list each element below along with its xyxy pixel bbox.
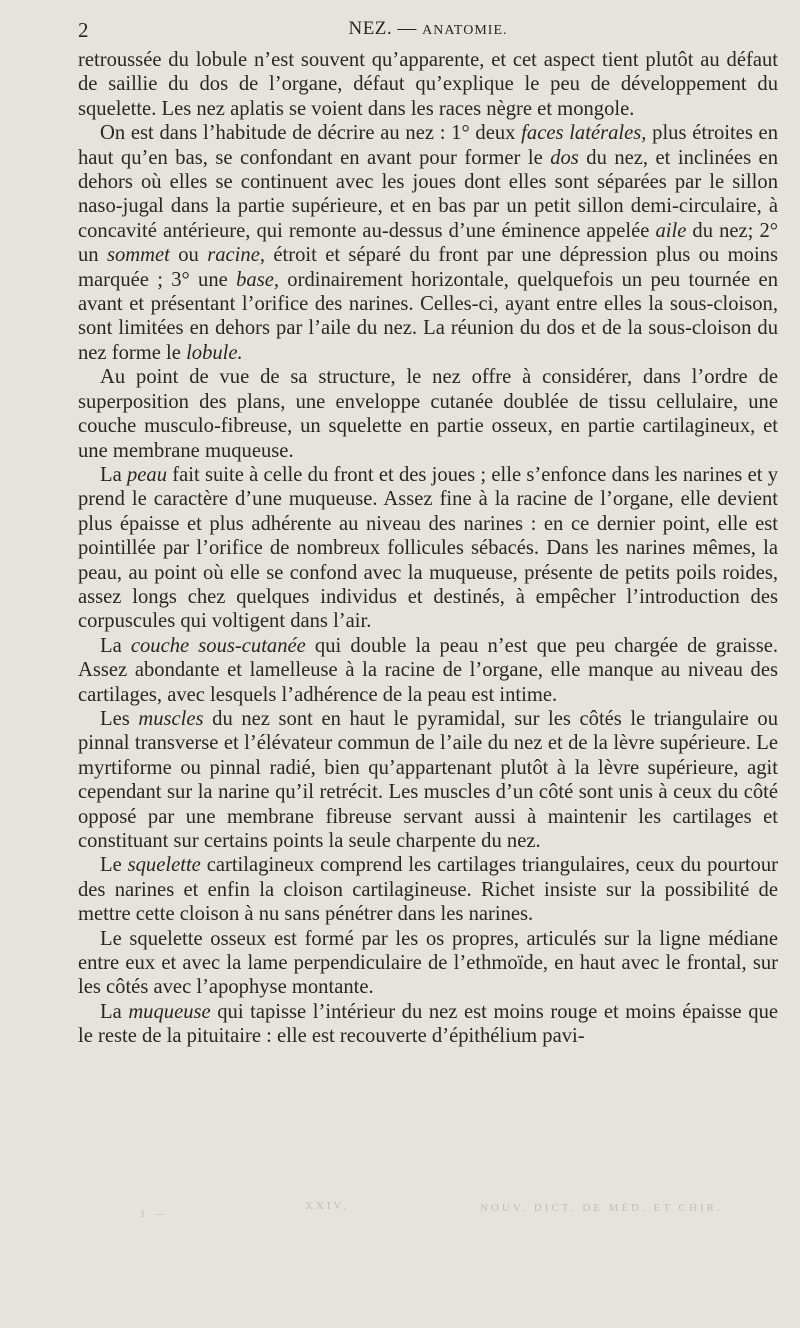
- italic-term: muscles: [138, 707, 204, 730]
- paragraph: [78, 121, 778, 365]
- text-run: Au point de vue de sa structure, le nez offre à considérer, dans l’ordre de superposition des plans, une enveloppe cutanée doublée de tissu cellulaire, une couche musculo-fibreuse, un squelette en partie osseux, en partie cartilagineux, et une membrane muqueuse.: [78, 366, 778, 462]
- text-run: du nez, et inclinées en dehors où elles se continuent avec les joues dont elles sont séparées par le sillon naso-jugal dans la partie supérieure, et en bas par un petit sillon demi-circulaire, à concavité antérieure, qui remonte au-dessus d’une éminence appelée: [78, 146, 778, 242]
- text-run: ordinairement horizontale, quelquefois un peu tournée en avant et présentant l’orifice des narines. Celles-ci, ayant entre elles la sous-cloison, sont limitées en dehors par l’aile du nez. La réunion du dos et de la sous-cloison du nez forme le: [78, 268, 778, 364]
- running-title-section: ANATOMIE.: [422, 23, 508, 38]
- paragraph: [78, 365, 778, 463]
- text-run: La: [100, 634, 131, 657]
- text-run: ou: [169, 244, 208, 267]
- italic-term: peau: [126, 463, 168, 486]
- text-run: On est dans l’habitude de décrire au nez : 1° deux: [100, 122, 522, 145]
- body-text: [78, 48, 778, 1049]
- text-run: fait suite à celle du front et des joues ; elle s’enfonce dans les narines et y prend le caractère d’une muqueuse. Assez fine à la racine de l’organe, elle devient plus épaisse et plus adhérente au niveau des narines : en ce dernier point, elle est pointillée par l’orifice de nombreux follicules sébacés. Dans les narines mêmes, la peau, au point où elle se confond avec la muqueuse, présente de petits poils roides, assez longs chez quelques individus et destinés, à empêcher l’introduction des corpuscules qui voltigent dans l’air.: [78, 463, 778, 633]
- text-run: étroit et séparé du front par une dépression plus ou moins marquée ; 3° une: [78, 244, 778, 291]
- text-run: La: [100, 463, 127, 486]
- paragraph: [78, 853, 778, 926]
- running-head: [78, 16, 778, 44]
- italic-term: couche sous-cutanée: [130, 634, 306, 657]
- text-run: Le: [100, 854, 128, 877]
- paragraph: [78, 927, 778, 1000]
- italic-term: squelette: [127, 854, 201, 877]
- paragraph: [78, 634, 778, 707]
- italic-term: lobule.: [186, 341, 243, 364]
- text-run: qui tapisse l’intérieur du nez est moins rouge et moins épaisse que le reste de la pituitaire : elle est recouverte d’épithélium pavi-: [78, 1000, 778, 1048]
- text-run: du nez; 2° un: [78, 219, 779, 267]
- running-title-main: NEZ.: [348, 18, 393, 39]
- bleed-through-footer: [0, 1196, 800, 1236]
- bleed-through-signature: 1 —: [140, 1208, 169, 1220]
- text-run: qui double la peau n’est que peu chargée de graisse. Assez abondante et lamelleuse à la racine de l’organe, elle manque au niveau des cartilages, avec lesquels l’adhérence de la peau est intime.: [78, 634, 778, 706]
- running-title-separator: —: [397, 18, 417, 39]
- bleed-through-title: NOUV. DICT. DE MÉD. ET CHIR.: [480, 1202, 723, 1214]
- page-number: 2: [78, 18, 89, 42]
- paragraph: [78, 48, 778, 121]
- running-title: [78, 18, 778, 40]
- bleed-through-volume: XXIV.: [305, 1200, 349, 1212]
- text-run: du nez sont en haut le pyramidal, sur les côtés le triangulaire ou pinnal transverse et l’élévateur commun de l’aile du nez et de la lèvre supérieure. Le myrtiforme ou pinnal radié, bien qu’appartenant plutôt à la lèvre supérieure, agit cependant sur la narine qu’il retrécit. Les muscles d’un côté sont unis à ceux du côté opposé par une membrane fibreuse servant aussi à maintenir les cartilages et constituant sur certains points la seule charpente du nez.: [78, 707, 778, 852]
- italic-term: base,: [236, 268, 279, 291]
- text-run: La: [100, 1000, 129, 1023]
- text-run: Les: [100, 707, 139, 730]
- text-run: retroussée du lobule n’est souvent qu’apparente, et cet aspect tient plutôt au défaut de saillie du dos de l’organe, défaut qu’explique le peu de développement du squelette. Les nez aplatis se voient dans les races nègre et mongole.: [78, 49, 778, 120]
- text-run: cartilagineux comprend les cartilages triangulaires, ceux du pourtour des narines et enfin la cloison cartilagineuse. Richet insiste sur la possibilité de mettre cette cloison à nu sans pénétrer dans les narines.: [78, 854, 778, 926]
- italic-term: muqueuse: [128, 1000, 211, 1023]
- italic-term: dos: [550, 146, 579, 169]
- italic-term: sommet: [106, 244, 170, 267]
- italic-term: faces latérales,: [521, 122, 647, 145]
- italic-term: aile: [655, 219, 687, 242]
- text-run: plus étroites en haut qu’en bas, se confondant en avant pour former le: [78, 122, 778, 169]
- paragraph: [78, 463, 778, 634]
- paragraph: [78, 707, 778, 853]
- text-run: Le squelette osseux est formé par les os propres, articulés sur la ligne médiane entre eux et avec la lame perpendiculaire de l’ethmoïde, en haut avec le frontal, sur les côtés avec l’apophyse montante.: [78, 927, 778, 999]
- italic-term: racine,: [207, 244, 265, 267]
- paragraph: [78, 1000, 778, 1049]
